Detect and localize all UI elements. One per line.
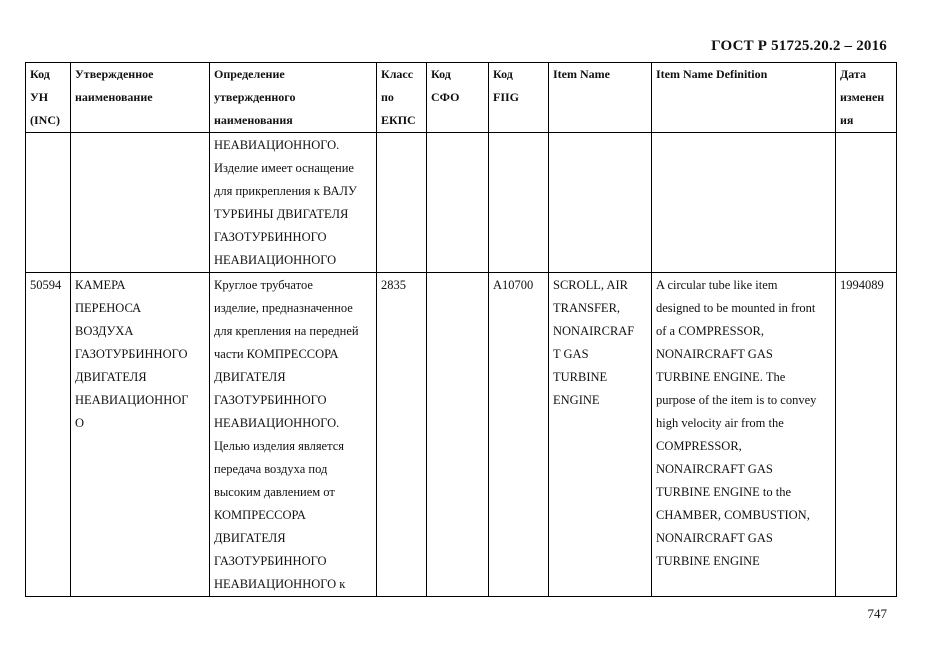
cell-text-line: TRANSFER, xyxy=(553,301,621,315)
cell-text-line: ГАЗОТУРБИННОГО xyxy=(75,347,188,361)
cell-text-line: О xyxy=(75,416,85,430)
cell-text-line: для крепления на передней xyxy=(214,324,359,338)
cell-text-line: CHAMBER, COMBUSTION, xyxy=(656,508,810,522)
column-header-approved-name xyxy=(71,63,210,133)
cell-text-line: НЕАВИАЦИОННОГО xyxy=(214,253,337,267)
column-header-ekps-class xyxy=(377,63,427,133)
cell-text-line: SCROLL, AIR xyxy=(553,278,629,292)
cell-text-line: TURBINE xyxy=(553,370,608,384)
cell-change-date xyxy=(836,273,897,597)
cell-text-line: NONAIRCRAFT GAS xyxy=(656,347,773,361)
cell-inc xyxy=(26,273,71,597)
cell-text-line: of a COMPRESSOR, xyxy=(656,324,765,338)
cell-item-name-definition xyxy=(652,133,836,273)
cell-text-line: ГАЗОТУРБИННОГО xyxy=(214,554,327,568)
cell-text-line: ДВИГАТЕЛЯ xyxy=(75,370,147,384)
header-text-line: УН xyxy=(30,90,49,104)
cell-text-line: ENGINE xyxy=(553,393,600,407)
cell-text-line: A10700 xyxy=(493,278,534,292)
header-text-line: FIIG xyxy=(493,90,520,104)
cell-text-line: КОМПРЕССОРА xyxy=(214,508,306,522)
cell-text-line: НЕАВИАЦИОННОГ xyxy=(75,393,189,407)
cell-text-line: A circular tube like item xyxy=(656,278,778,292)
cell-text-line: NONAIRCRAFT GAS xyxy=(656,462,773,476)
cell-text-line: ГАЗОТУРБИННОГО xyxy=(214,230,327,244)
header-text-line: наименования xyxy=(214,113,293,127)
cell-text-line: Изделие имеет оснащение xyxy=(214,161,354,175)
document-standard-header: ГОСТ Р 51725.20.2 – 2016 xyxy=(711,38,887,54)
cell-text-line: 2835 xyxy=(381,278,406,292)
cell-item-name xyxy=(549,133,652,273)
column-header-change-date xyxy=(836,63,897,133)
cell-text-line: TURBINE ENGINE. The xyxy=(656,370,786,384)
cell-definition xyxy=(210,273,377,597)
cell-text-line: КАМЕРА xyxy=(75,278,126,292)
cell-text-line: NONAIRCRAF xyxy=(553,324,635,338)
header-text-line: Дата xyxy=(840,67,866,81)
header-text-line: ЕКПС xyxy=(381,113,416,127)
cell-change-date xyxy=(836,133,897,273)
cell-text-line: 50594 xyxy=(30,278,62,292)
header-text-line: Item Name xyxy=(553,67,610,81)
cell-text-line: high velocity air from the xyxy=(656,416,784,430)
cell-text-line: COMPRESSOR, xyxy=(656,439,742,453)
cell-text-line: ТУРБИНЫ ДВИГАТЕЛЯ xyxy=(214,207,349,221)
cell-text-line: НЕАВИАЦИОННОГО. xyxy=(214,416,340,430)
table-row-50594 xyxy=(26,273,897,597)
header-text-line: Код xyxy=(493,67,513,81)
table-row-continued xyxy=(26,133,897,273)
header-text-line: Код xyxy=(431,67,451,81)
header-text-line: ия xyxy=(840,113,854,127)
cell-text-line: высоким давлением от xyxy=(214,485,335,499)
cell-text-line: purpose of the item is to convey xyxy=(656,393,817,407)
header-text-line: (INC) xyxy=(30,113,60,127)
column-header-item-name xyxy=(549,63,652,133)
cell-ekps-class xyxy=(377,273,427,597)
cell-item-name-definition xyxy=(652,273,836,597)
cell-text-line: ДВИГАТЕЛЯ xyxy=(214,531,286,545)
cell-text-line: ВОЗДУХА xyxy=(75,324,134,338)
column-header-fiig-code xyxy=(489,63,549,133)
cell-inc xyxy=(26,133,71,273)
header-text-line: по xyxy=(381,90,394,104)
header-text-line: Класс xyxy=(381,67,414,81)
cell-approved-name xyxy=(71,273,210,597)
cell-item-name xyxy=(549,273,652,597)
page-number: 747 xyxy=(867,606,887,621)
cell-text-line: НЕАВИАЦИОННОГО к xyxy=(214,577,346,591)
cell-text-line: 1994089 xyxy=(840,278,884,292)
header-text-line: Код xyxy=(30,67,50,81)
cell-text-line: ДВИГАТЕЛЯ xyxy=(214,370,286,384)
table-header-row xyxy=(26,63,897,133)
cell-fiig-code xyxy=(489,133,549,273)
cell-text-line: ГАЗОТУРБИННОГО xyxy=(214,393,327,407)
cell-sfo-code xyxy=(427,273,489,597)
cell-text-line: NONAIRCRAFT GAS xyxy=(656,531,773,545)
cell-text-line: T GAS xyxy=(553,347,589,361)
cell-text-line: Целью изделия является xyxy=(214,439,345,453)
cell-text-line: для прикрепления к ВАЛУ xyxy=(214,184,357,198)
classification-table xyxy=(25,62,897,597)
cell-ekps-class xyxy=(377,133,427,273)
cell-text-line: TURBINE ENGINE xyxy=(656,554,760,568)
column-header-sfo-code xyxy=(427,63,489,133)
cell-approved-name xyxy=(71,133,210,273)
cell-text-line: части КОМПРЕССОРА xyxy=(214,347,339,361)
header-text-line: наименование xyxy=(75,90,153,104)
cell-text-line: designed to be mounted in front xyxy=(656,301,816,315)
cell-text-line: передача воздуха под xyxy=(214,462,328,476)
cell-definition xyxy=(210,133,377,273)
header-text-line: СФО xyxy=(431,90,460,104)
cell-text-line: ПЕРЕНОСА xyxy=(75,301,142,315)
cell-text-line: изделие, предназначенное xyxy=(214,301,353,315)
header-text-line: Item Name Definition xyxy=(656,67,768,81)
column-header-inc xyxy=(26,63,71,133)
header-text-line: изменен xyxy=(840,90,885,104)
header-text-line: Утвержденное xyxy=(75,67,154,81)
cell-fiig-code xyxy=(489,273,549,597)
cell-text-line: TURBINE ENGINE to the xyxy=(656,485,792,499)
column-header-definition xyxy=(210,63,377,133)
cell-text-line: НЕАВИАЦИОННОГО. xyxy=(214,138,340,152)
column-header-item-name-definition xyxy=(652,63,836,133)
cell-text-line: Круглое трубчатое xyxy=(214,278,313,292)
header-text-line: утвержденного xyxy=(214,90,296,104)
header-text-line: Определение xyxy=(214,67,285,81)
cell-sfo-code xyxy=(427,133,489,273)
